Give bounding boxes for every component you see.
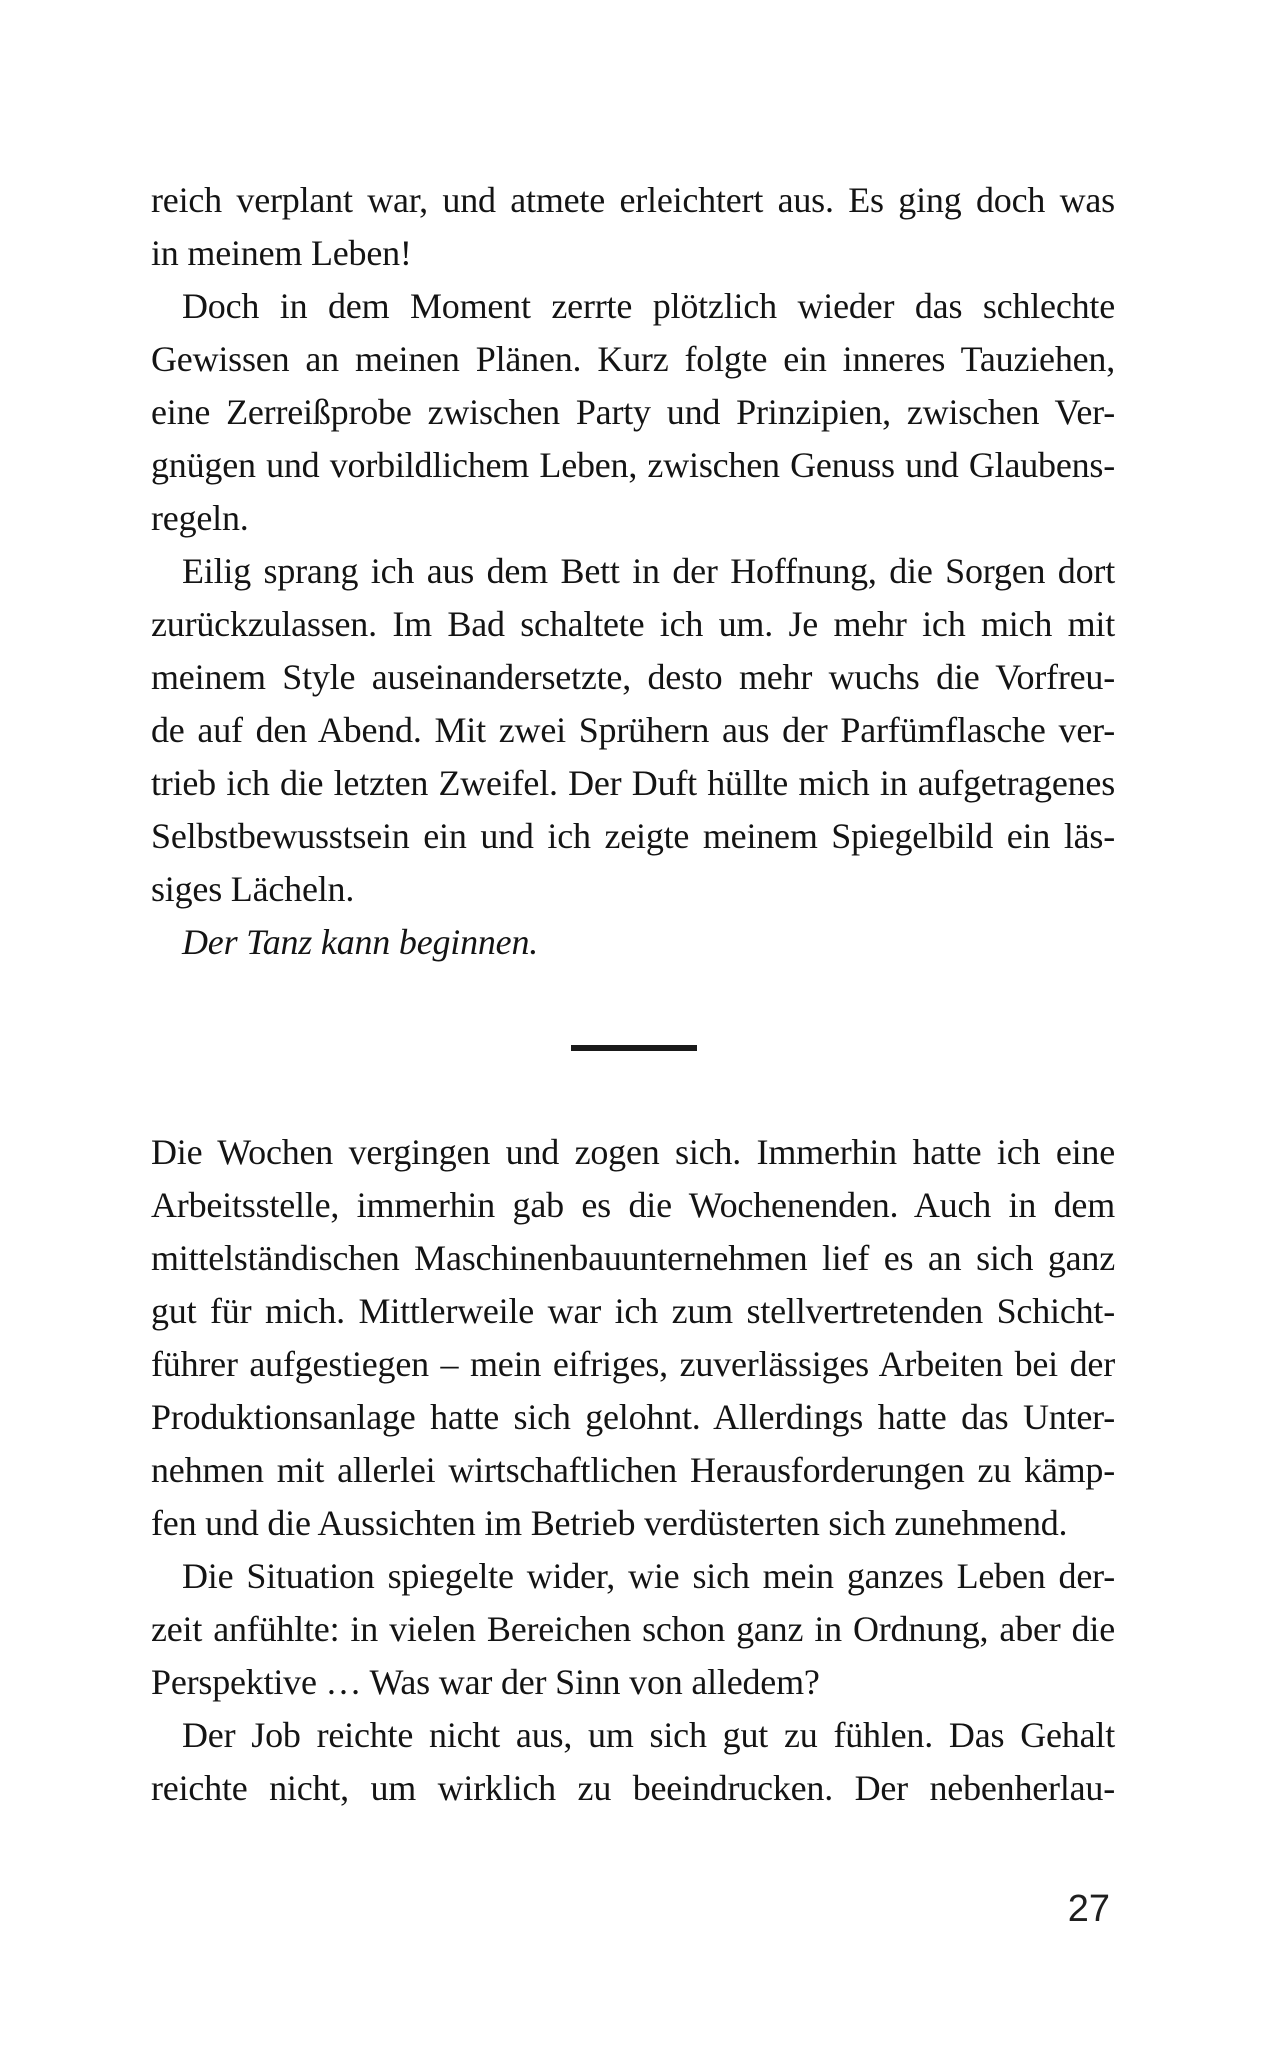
text-line: zeit anfühlte: in vielen Bereichen schon ganz in Ordnung, aber die bbox=[151, 1609, 1115, 1649]
text-line: siges Lächeln. bbox=[151, 869, 355, 909]
text-line: reichte nicht, um wirklich zu beeindrucken. Der nebenherlau- bbox=[151, 1768, 1115, 1808]
text-line: reich verplant war, und atmete erleichtert aus. Es ging doch was bbox=[151, 180, 1115, 220]
text-line: gut für mich. Mittlerweile war ich zum stellvertretenden Schicht- bbox=[151, 1291, 1115, 1331]
text-line: Perspektive … Was war der Sinn von alledem? bbox=[151, 1662, 820, 1702]
text-line: nehmen mit allerlei wirtschaftlichen Herausforderungen zu kämp- bbox=[151, 1450, 1115, 1490]
text-line: Der Tanz kann beginnen. bbox=[182, 922, 539, 962]
text-line: zurückzulassen. Im Bad schaltete ich um. Je mehr ich mich mit bbox=[151, 604, 1115, 644]
paragraph-block-bottom bbox=[151, 1126, 1115, 1815]
text-line: Selbstbewusstsein ein und ich zeigte meinem Spiegelbild ein läs- bbox=[151, 816, 1115, 856]
text-line: Produktionsanlage hatte sich gelohnt. Allerdings hatte das Unter- bbox=[151, 1397, 1115, 1437]
text-line: Die Situation spiegelte wider, wie sich mein ganzes Leben der- bbox=[182, 1556, 1115, 1596]
text-line: eine Zerreißprobe zwischen Party und Prinzipien, zwischen Ver- bbox=[151, 392, 1115, 432]
text-line: de auf den Abend. Mit zwei Sprühern aus der Parfümflasche ver- bbox=[151, 710, 1115, 750]
text-line: fen und die Aussichten im Betrieb verdüsterten sich zunehmend. bbox=[151, 1503, 1068, 1543]
text-line: gnügen und vorbildlichem Leben, zwischen Genuss und Glaubens- bbox=[151, 445, 1115, 485]
section-divider bbox=[571, 1045, 697, 1051]
text-line: in meinem Leben! bbox=[151, 233, 412, 273]
text-line: meinem Style auseinandersetzte, desto mehr wuchs die Vorfreu- bbox=[151, 657, 1115, 697]
text-line: trieb ich die letzten Zweifel. Der Duft hüllte mich in aufgetragenes bbox=[151, 763, 1115, 803]
text-line: Eilig sprang ich aus dem Bett in der Hoffnung, die Sorgen dort bbox=[182, 551, 1115, 591]
text-line: führer aufgestiegen – mein eifriges, zuverlässiges Arbeiten bei der bbox=[151, 1344, 1115, 1384]
text-line: regeln. bbox=[151, 498, 249, 538]
paragraph-block-top bbox=[151, 174, 1115, 969]
text-line: Die Wochen vergingen und zogen sich. Immerhin hatte ich eine bbox=[151, 1132, 1115, 1172]
text-line: mittelständischen Maschinenbauunternehmen lief es an sich ganz bbox=[151, 1238, 1115, 1278]
text-line: Der Job reichte nicht aus, um sich gut zu fühlen. Das Gehalt bbox=[182, 1715, 1115, 1755]
text-line: Doch in dem Moment zerrte plötzlich wieder das schlechte bbox=[182, 286, 1115, 326]
text-line: Gewissen an meinen Plänen. Kurz folgte ein inneres Tauziehen, bbox=[151, 339, 1115, 379]
page-number: 27 bbox=[1067, 1888, 1110, 1930]
text-line: Arbeitsstelle, immerhin gab es die Wochenenden. Auch in dem bbox=[151, 1185, 1115, 1225]
